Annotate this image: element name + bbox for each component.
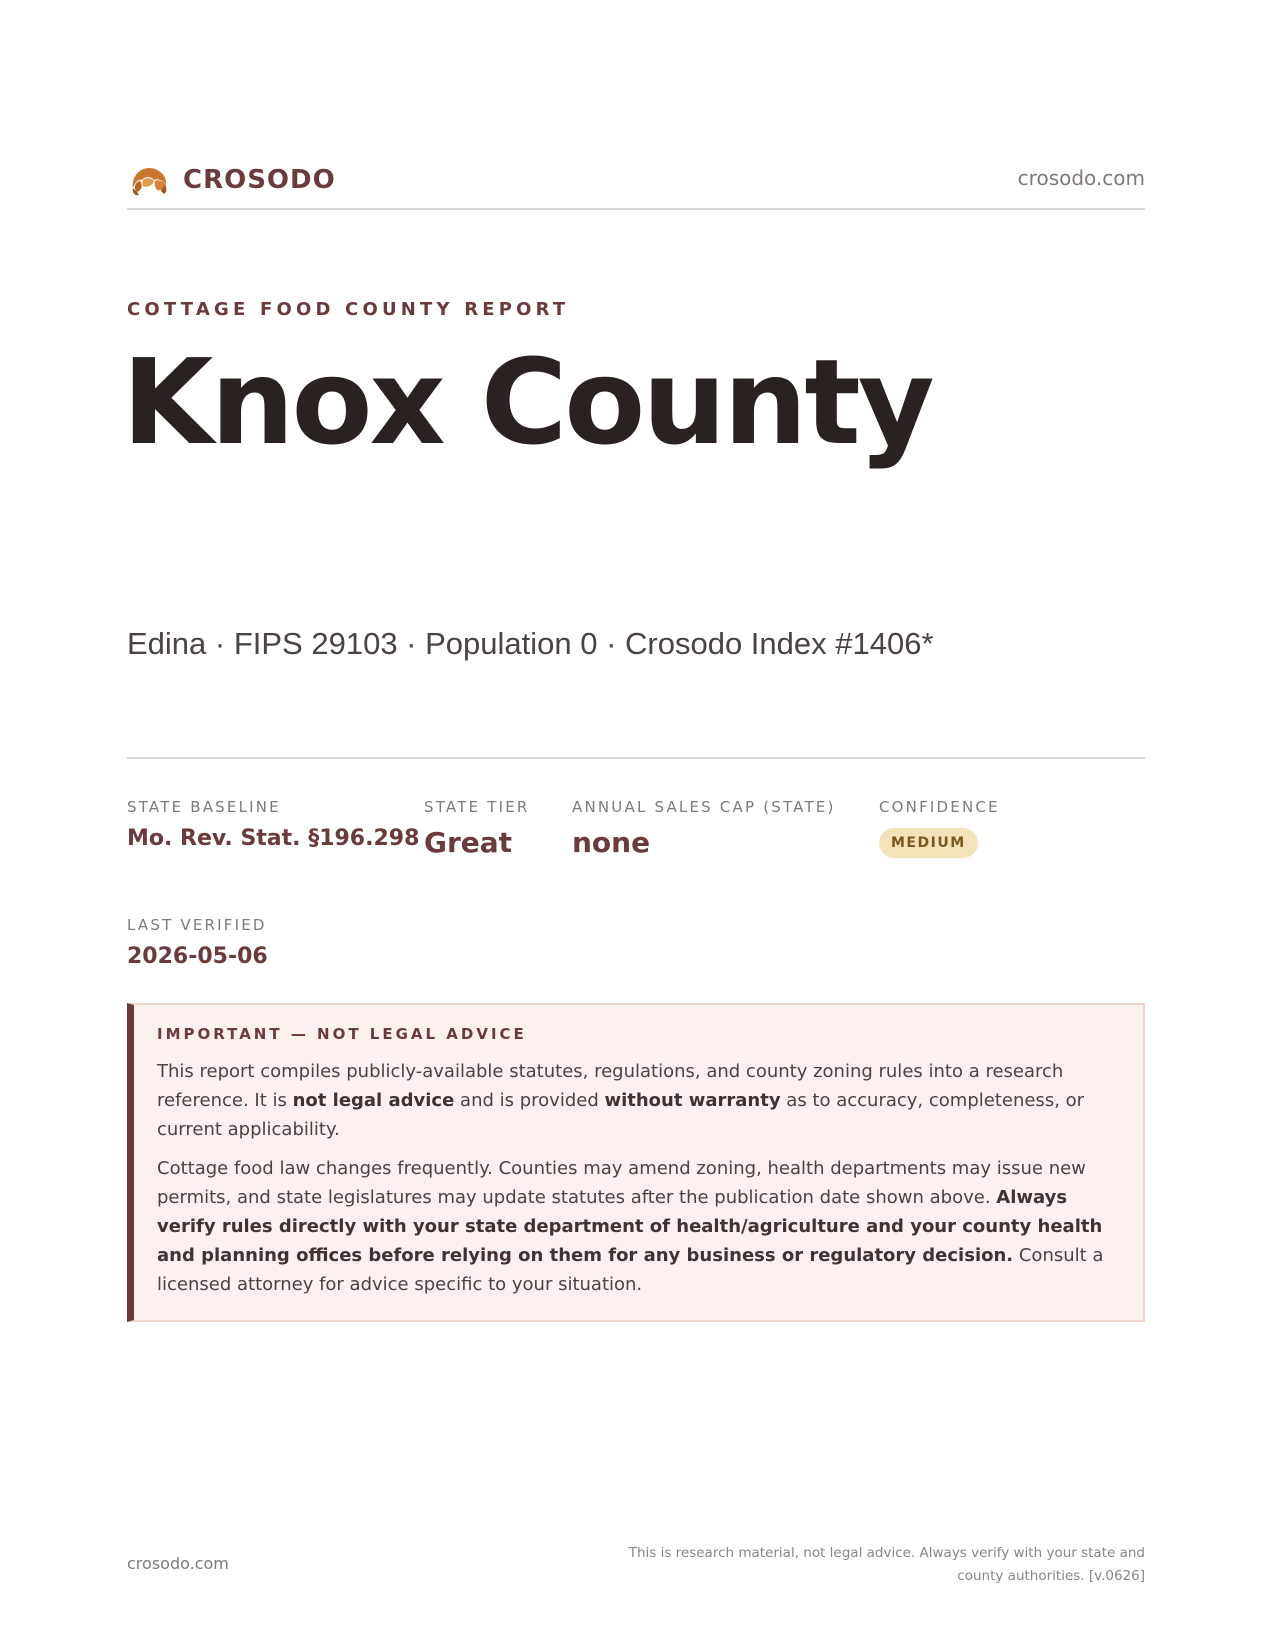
- footer-site[interactable]: crosodo.com: [127, 1554, 229, 1573]
- notice-paragraph: This report compiles publicly-available statutes, regulations, and county zoning rules into a research reference. It is not legal advice and is provided without warranty as to accuracy, completeness, or current applicability.: [157, 1061, 1085, 1140]
- section-divider: [127, 757, 1145, 759]
- fact-state-tier: [424, 798, 530, 859]
- legal-notice: [127, 1003, 1145, 1322]
- fact-label: STATE BASELINE: [127, 798, 281, 816]
- fact-value: 2026-05-06: [127, 944, 268, 969]
- brand-name: CROSODO: [183, 165, 336, 195]
- report-eyebrow: COTTAGE FOOD COUNTY REPORT: [127, 299, 570, 320]
- footer-disclaimer: This is research material, not legal advice. Always verify with your state and county authorities. [v.0626]: [628, 1545, 1145, 1584]
- fact-confidence: [879, 798, 1000, 858]
- page-header: [127, 158, 1145, 210]
- page-title: Knox County: [122, 333, 932, 471]
- fact-label: CONFIDENCE: [879, 798, 1000, 816]
- site-link[interactable]: crosodo.com: [1017, 166, 1145, 190]
- croissant-icon: [127, 158, 171, 202]
- fact-value: Great: [424, 826, 513, 859]
- fact-value: none: [572, 826, 651, 859]
- fact-label: STATE TIER: [424, 798, 530, 816]
- brand[interactable]: [127, 158, 336, 202]
- fact-label: LAST VERIFIED: [127, 916, 267, 934]
- fact-state-baseline: [127, 798, 419, 851]
- county-subtitle: Edina · FIPS 29103 · Population 0 · Crosodo Index #1406*: [127, 626, 934, 661]
- notice-paragraph: Cottage food law changes frequently. Counties may amend zoning, health departments may issue new permits, and state legislatures may update statutes after the publication date shown above. Always verify rules directly with your state department of health/agriculture and your county health and planning offices before relying on them for any business or regulatory decision. Consult a licensed attorney for advice specific to your situation.: [157, 1158, 1104, 1295]
- fact-label: ANNUAL SALES CAP (STATE): [572, 798, 836, 816]
- confidence-badge: MEDIUM: [879, 828, 978, 858]
- fact-value: Mo. Rev. Stat. §196.298: [127, 826, 420, 851]
- fact-last-verified: [127, 916, 268, 969]
- notice-title: IMPORTANT — NOT LEGAL ADVICE: [157, 1025, 527, 1043]
- fact-annual-sales-cap: [572, 798, 836, 859]
